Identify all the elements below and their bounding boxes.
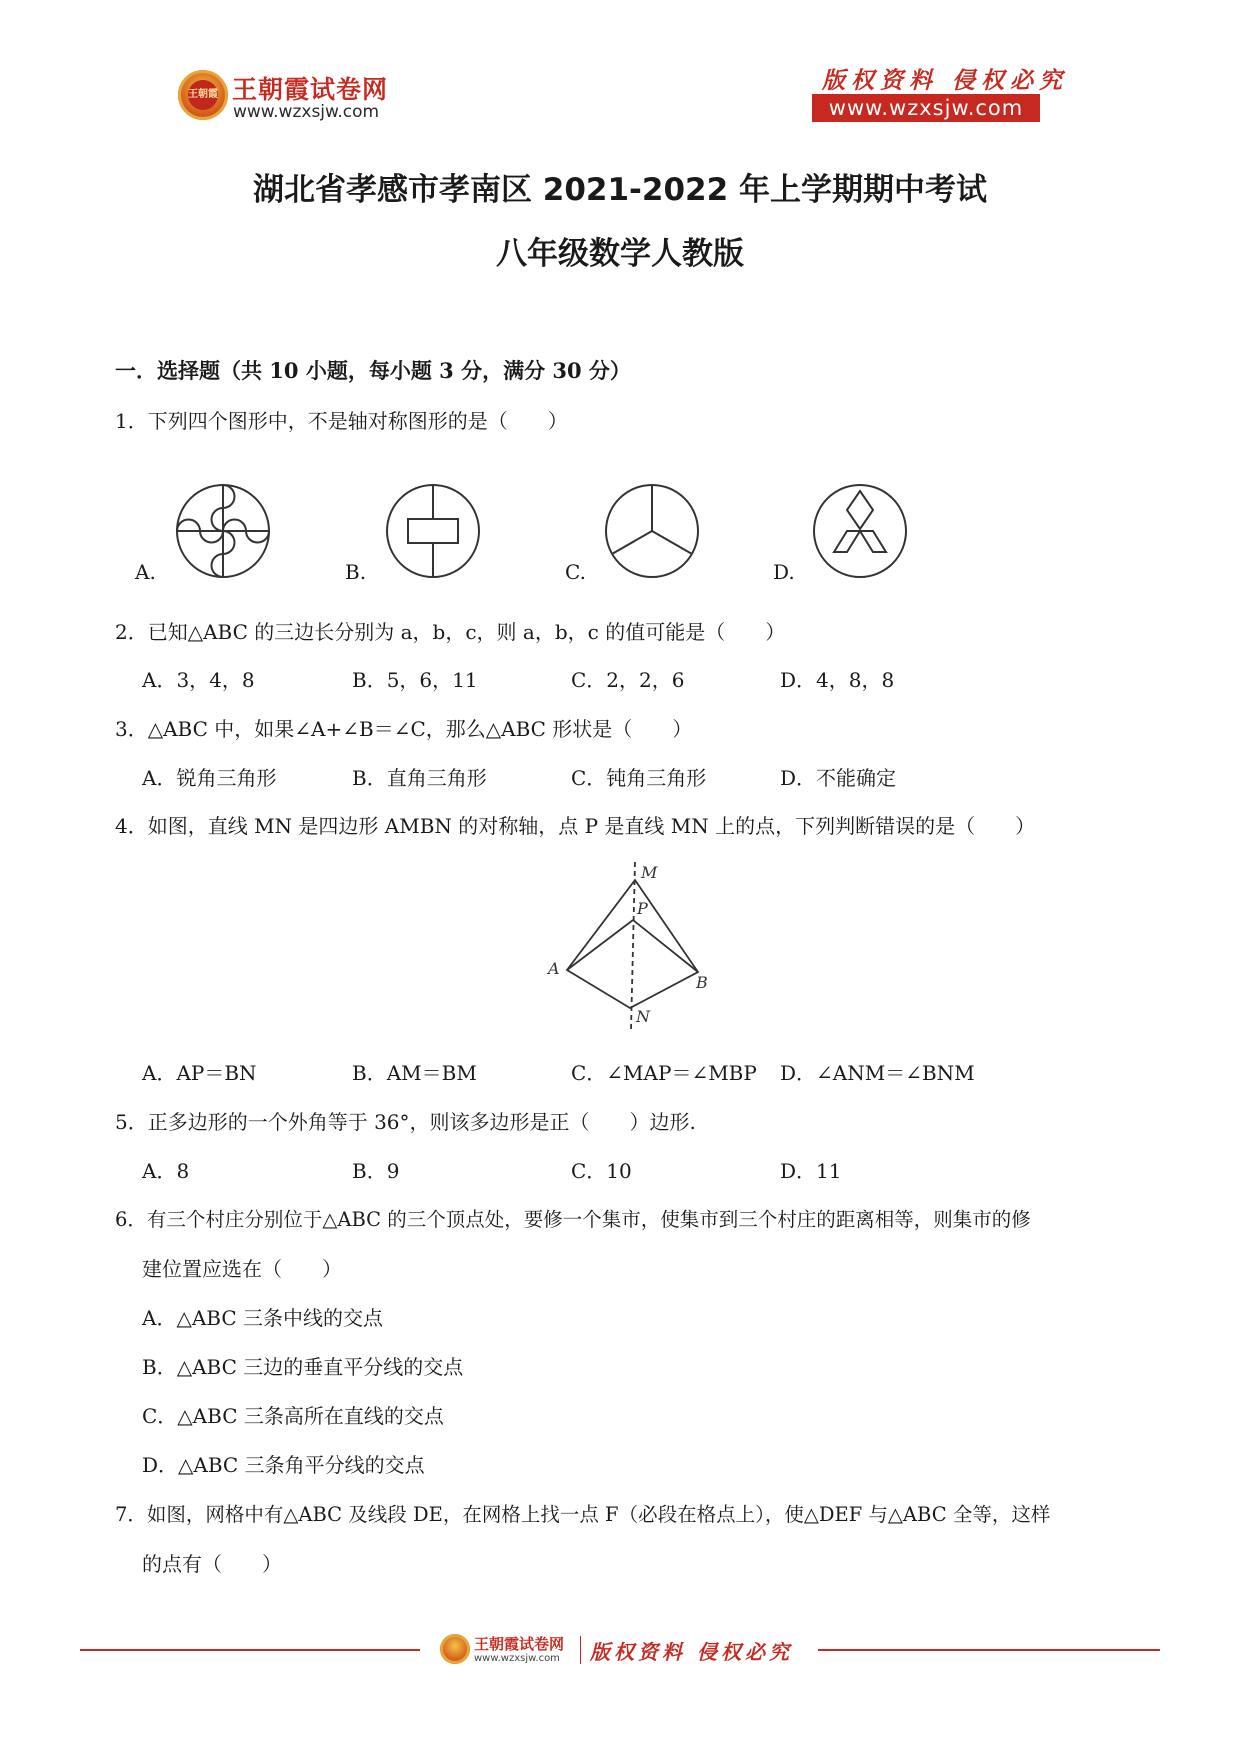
q3-option-c: C．钝角三角形 — [571, 766, 707, 790]
q5-option-a: A．8 — [142, 1159, 190, 1183]
question-7-stem-line1: 7．如图，网格中有△ABC 及线段 DE，在网格上找一点 F（必段在格点上），使△DEF 与△ABC 全等，这样 — [115, 1503, 1051, 1526]
q4-option-c: C．∠MAP＝∠MBP — [571, 1061, 757, 1085]
q4-option-b: B．AM＝BM — [352, 1061, 477, 1085]
q5-option-d: D．11 — [780, 1159, 842, 1183]
q2-option-d: D．4，8，8 — [780, 668, 895, 692]
question-2-stem: 2．已知△ABC 的三边长分别为 a，b，c，则 a，b，c 的值可能是（ ） — [115, 620, 786, 644]
q6-option-a: A．△ABC 三条中线的交点 — [142, 1306, 383, 1330]
footer-separator — [580, 1636, 581, 1664]
question-1-stem: 1．下列四个图形中，不是轴对称图形的是（ ） — [115, 409, 568, 433]
logo-badge — [178, 70, 228, 120]
q4-option-a: A．AP＝BN — [142, 1061, 257, 1085]
q3-option-d: D．不能确定 — [780, 766, 897, 790]
figure-label-a: A — [548, 959, 560, 978]
q6-option-c: C．△ABC 三条高所在直线的交点 — [142, 1404, 444, 1428]
question-6-stem-line1: 6．有三个村庄分别位于△ABC 的三个顶点处，要修一个集市，使集市到三个村庄的距离相等，则集市的修 — [115, 1208, 1031, 1231]
question-4-stem: 4．如图，直线 MN 是四边形 AMBN 的对称轴，点 P 是直线 MN 上的点，下列判断错误的是（ ） — [115, 814, 1036, 838]
q5-option-c: C．10 — [571, 1159, 632, 1183]
logo-url: www.wzxsjw.com — [233, 102, 380, 122]
page-title-line2: 八年级数学人教版 — [496, 236, 744, 272]
q2-option-c: C．2，2，6 — [571, 668, 685, 692]
q1-label-c: C. — [565, 560, 586, 584]
pinwheel-figure — [170, 478, 276, 584]
footer-logo-title: 王朝霞试卷网 — [474, 1635, 565, 1653]
q1-label-b: B. — [345, 560, 367, 584]
q2-option-b: B．5，6，11 — [352, 668, 478, 692]
figure-label-n: N — [636, 1007, 650, 1026]
figure-label-b: B — [696, 973, 708, 992]
copyright-notice: 版权资料 侵权必究 — [822, 67, 1069, 94]
circle-rectangle-figure — [380, 478, 486, 584]
quadrilateral-amb-figure — [540, 860, 720, 1035]
figure-label-p: P — [637, 899, 648, 918]
tri-sector-circle-figure — [599, 478, 705, 584]
q4-option-d: D．∠ANM＝∠BNM — [780, 1061, 975, 1085]
q2-option-a: A．3，4，8 — [142, 668, 255, 692]
three-diamonds-figure — [807, 478, 913, 584]
footer-logo-badge — [440, 1634, 470, 1664]
q3-option-b: B．直角三角形 — [352, 766, 487, 790]
section-heading: 一．选择题（共 10 小题，每小题 3 分，满分 30 分） — [115, 358, 631, 383]
q3-option-a: A．锐角三角形 — [142, 766, 277, 790]
q6-option-b: B．△ABC 三边的垂直平分线的交点 — [142, 1355, 464, 1379]
question-7-stem-line2: 的点有（ ） — [142, 1552, 282, 1576]
question-3-stem: 3．△ABC 中，如果∠A+∠B＝∠C，那么△ABC 形状是（ ） — [115, 717, 693, 741]
figure-label-m: M — [641, 863, 658, 882]
url-bar: www.wzxsjw.com — [812, 94, 1040, 122]
page-title-line1: 湖北省孝感市孝南区 2021-2022 年上学期期中考试 — [252, 172, 987, 208]
q1-label-d: D. — [773, 560, 795, 584]
footer-logo-url: www.wzxsjw.com — [474, 1653, 560, 1664]
logo-badge-text: 王朝霞 — [188, 80, 218, 110]
question-6-stem-line2: 建位置应选在（ ） — [142, 1257, 342, 1281]
footer-copyright: 版权资料 侵权必究 — [590, 1640, 793, 1664]
logo-title: 王朝霞试卷网 — [232, 75, 389, 104]
q5-option-b: B．9 — [352, 1159, 400, 1183]
q6-option-d: D．△ABC 三条角平分线的交点 — [142, 1453, 425, 1477]
footer-divider-right — [818, 1649, 1160, 1651]
q1-label-a: A. — [135, 560, 156, 584]
footer-divider-left — [80, 1649, 420, 1651]
question-5-stem: 5．正多边形的一个外角等于 36°，则该多边形是正（ ）边形. — [115, 1110, 696, 1134]
